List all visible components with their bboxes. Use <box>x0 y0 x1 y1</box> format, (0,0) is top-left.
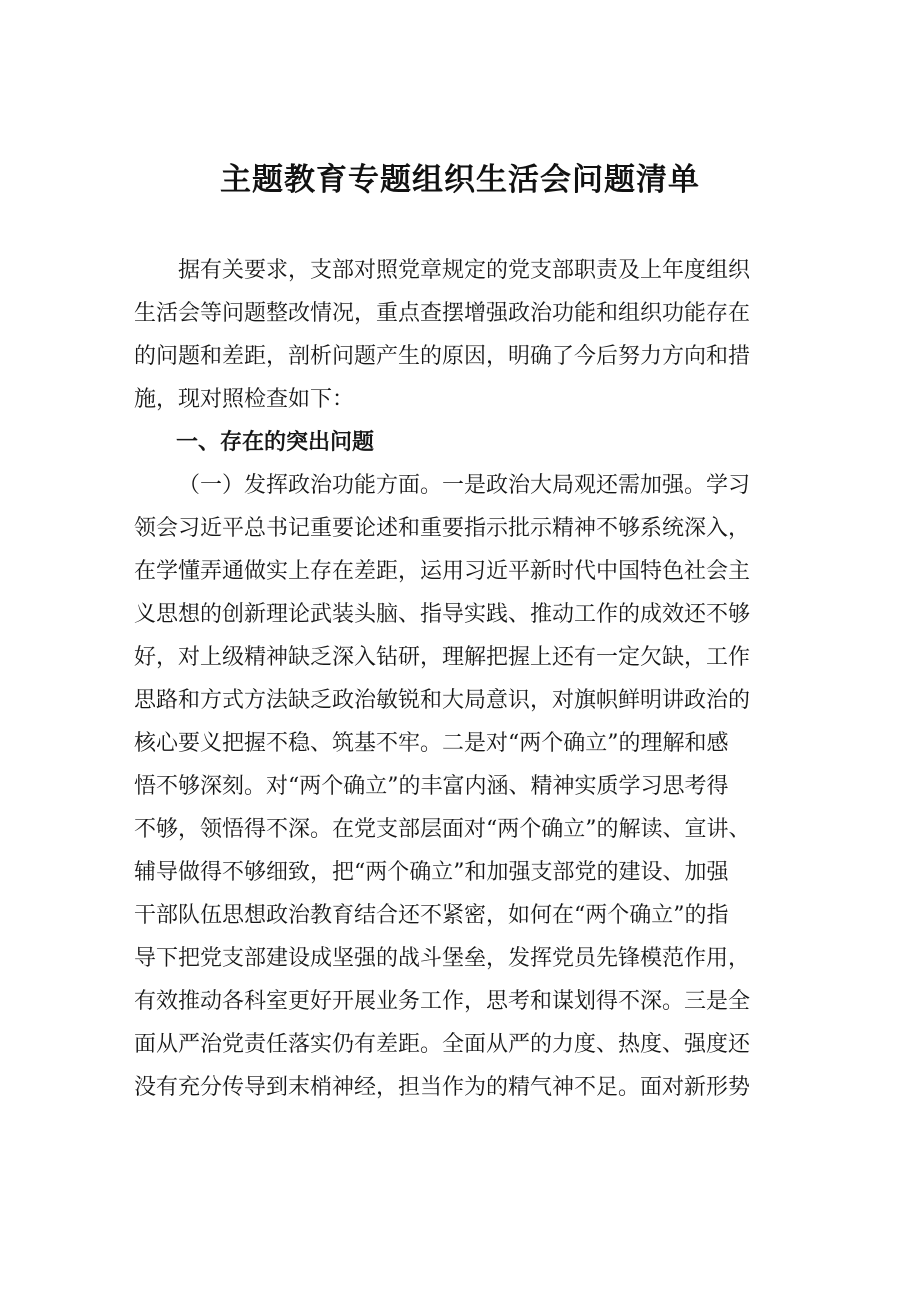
body-line: （一）发挥政治功能方面。一是政治大局观还需加强。学习 <box>178 473 751 498</box>
body-line: 不够，领悟得不深。在党支部层面对“两个确立”的解读、宣讲、 <box>134 817 751 842</box>
body-line: 思路和方式方法缺乏政治敏锐和大局意识，对旗帜鲜明讲政治的 <box>134 688 751 713</box>
body-line: 好，对上级精神缺乏深入钻研，理解把握上还有一定欠缺，工作 <box>134 645 751 670</box>
document-title: 主题教育专题组织生活会问题清单 <box>220 162 700 198</box>
intro-line: 施，现对照检查如下： <box>134 387 355 412</box>
body-line: 面从严治党责任落实仍有差距。全面从严的力度、热度、强度还 <box>134 1032 751 1057</box>
body-line: 悟不够深刻。对“两个确立”的丰富内涵、精神实质学习思考得 <box>134 774 729 799</box>
body-line: 领会习近平总书记重要论述和重要指示批示精神不够系统深入， <box>134 516 751 541</box>
body-line: 义思想的创新理论武装头脑、指导实践、推动工作的成效还不够 <box>134 602 751 627</box>
intro-line: 的问题和差距，剖析问题产生的原因，明确了今后努力方向和措 <box>134 344 751 369</box>
body-line: 干部队伍思想政治教育结合还不紧密，如何在“两个确立”的指 <box>134 903 729 928</box>
body-line: 有效推动各科室更好开展业务工作，思考和谋划得不深。三是全 <box>134 989 751 1014</box>
section-heading: 一、存在的突出问题 <box>176 430 375 455</box>
intro-line: 据有关要求，支部对照党章规定的党支部职责及上年度组织 <box>178 258 751 283</box>
body-line: 核心要义把握不稳、筑基不牢。二是对“两个确立”的理解和感 <box>134 731 729 756</box>
intro-line: 生活会等问题整改情况，重点查摆增强政治功能和组织功能存在 <box>134 301 751 326</box>
body-line: 在学懂弄通做实上存在差距，运用习近平新时代中国特色社会主 <box>134 559 751 584</box>
body-line: 没有充分传导到末梢神经，担当作为的精气神不足。面对新形势 <box>134 1075 751 1100</box>
body-line: 导下把党支部建设成坚强的战斗堡垒，发挥党员先锋模范作用， <box>134 946 751 971</box>
body-line: 辅导做得不够细致，把“两个确立”和加强支部党的建设、加强 <box>134 860 729 885</box>
